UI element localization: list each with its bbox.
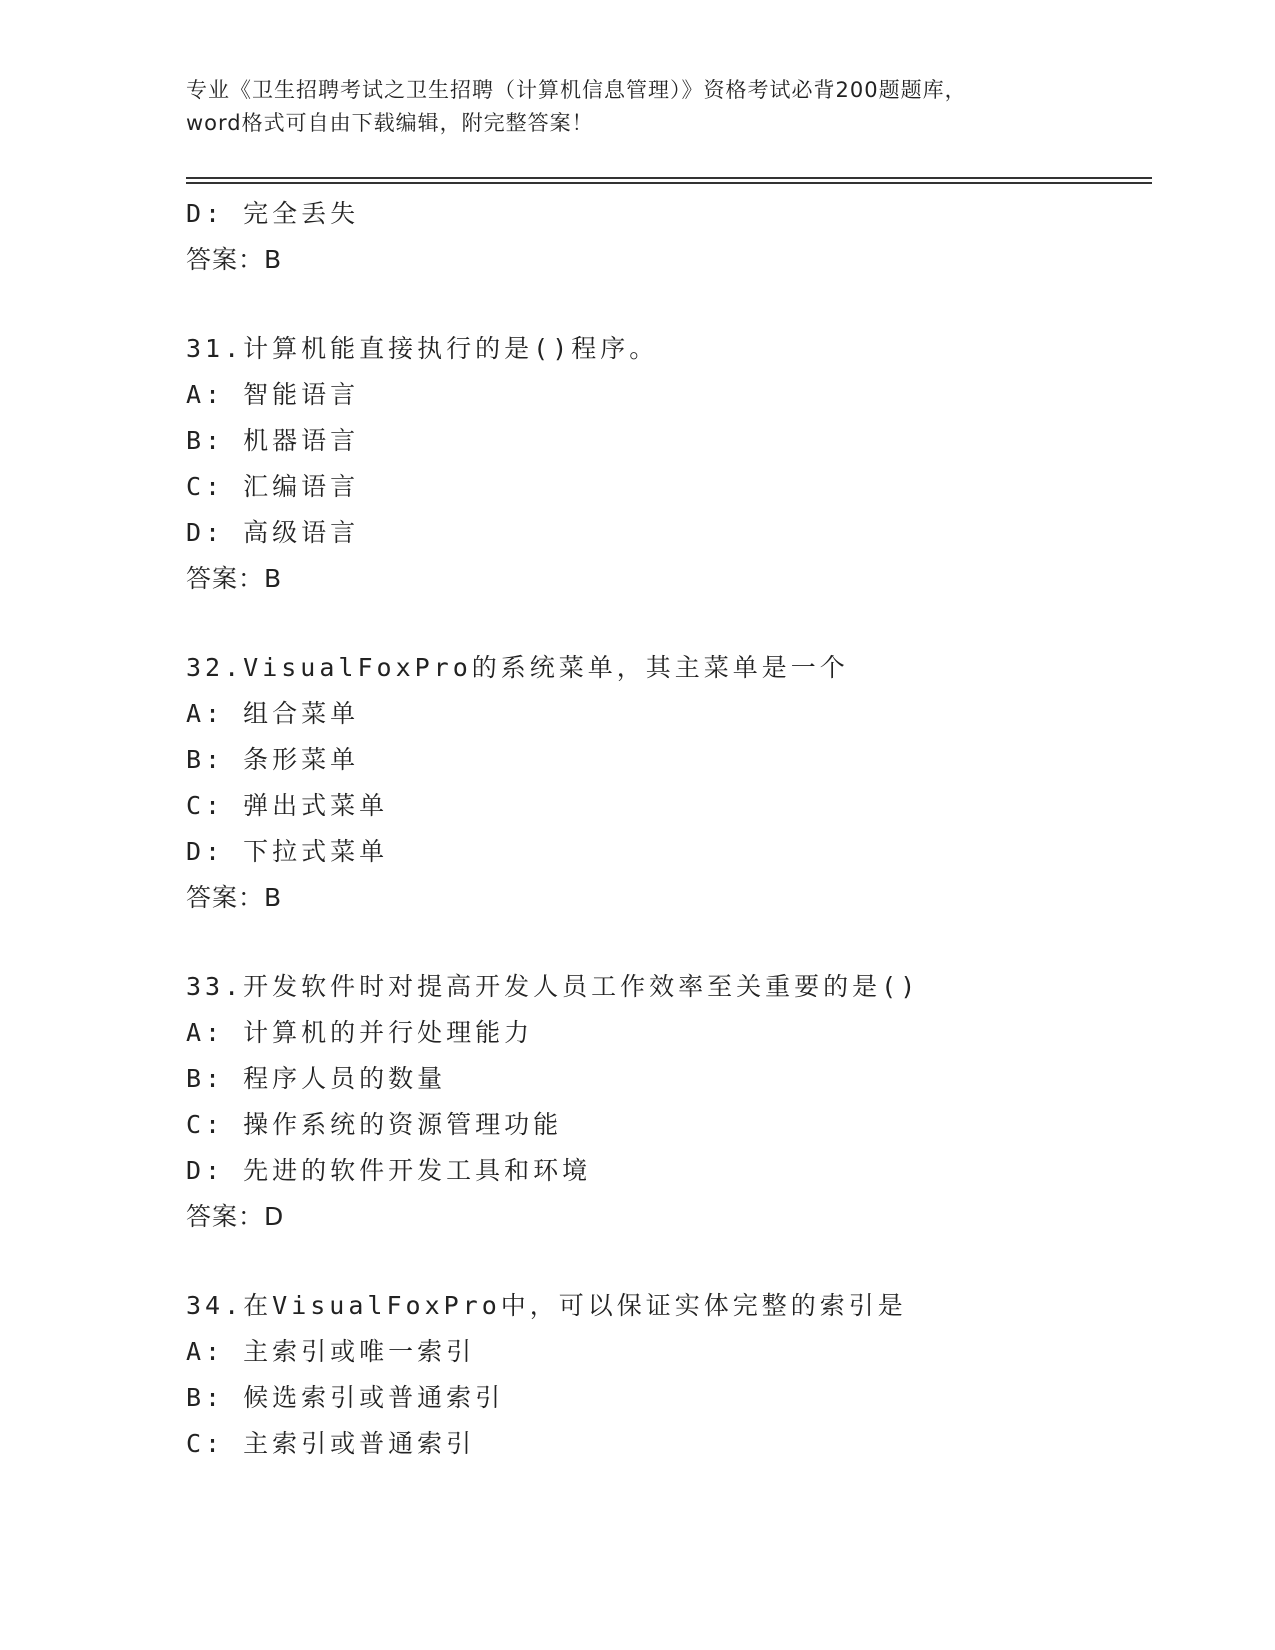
option-c: C: 汇编语言 — [186, 472, 360, 501]
header-divider-bottom — [186, 182, 1152, 184]
option-d: D: 下拉式菜单 — [186, 837, 389, 866]
answer-line: 答案：B — [186, 883, 283, 912]
option-c: C: 主索引或普通索引 — [186, 1429, 476, 1458]
question-text: 31.计算机能直接执行的是()程序。 — [186, 334, 659, 363]
option-d: D: 高级语言 — [186, 518, 360, 547]
question-33 — [186, 964, 1146, 1240]
question-34 — [186, 1283, 1146, 1467]
option-a: A: 计算机的并行处理能力 — [186, 1018, 534, 1047]
option-d: D: 完全丢失 — [186, 199, 360, 228]
answer-line: 答案：B — [186, 564, 283, 593]
question-list — [186, 191, 1146, 1467]
question-text: 33.开发软件时对提高开发人员工作效率至关重要的是() — [186, 972, 920, 1001]
question-30-fragment — [186, 191, 1146, 283]
option-b: B: 候选索引或普通索引 — [186, 1383, 505, 1412]
option-d: D: 先进的软件开发工具和环境 — [186, 1156, 592, 1185]
spacer — [186, 602, 1146, 645]
answer-line: 答案：B — [186, 245, 283, 274]
option-a: A: 智能语言 — [186, 380, 360, 409]
option-c: C: 弹出式菜单 — [186, 791, 389, 820]
header-title-line-2: word格式可自由下载编辑，附完整答案！ — [186, 111, 594, 135]
spacer — [186, 921, 1146, 964]
header-divider-top — [186, 177, 1152, 179]
option-b: B: 程序人员的数量 — [186, 1064, 447, 1093]
option-a: A: 主索引或唯一索引 — [186, 1337, 476, 1366]
option-b: B: 机器语言 — [186, 426, 360, 455]
option-b: B: 条形菜单 — [186, 745, 360, 774]
question-text: 32.VisualFoxPro的系统菜单，其主菜单是一个 — [186, 653, 849, 682]
question-31 — [186, 326, 1146, 602]
option-a: A: 组合菜单 — [186, 699, 360, 728]
document-header — [186, 74, 1086, 140]
spacer — [186, 1240, 1146, 1283]
question-text: 34.在VisualFoxPro中，可以保证实体完整的索引是 — [186, 1291, 907, 1320]
spacer — [186, 283, 1146, 326]
option-c: C: 操作系统的资源管理功能 — [186, 1110, 563, 1139]
header-title-line-1: 专业《卫生招聘考试之卫生招聘（计算机信息管理）》资格考试必背200题题库， — [186, 78, 967, 102]
answer-line: 答案：D — [186, 1202, 285, 1231]
question-32 — [186, 645, 1146, 921]
